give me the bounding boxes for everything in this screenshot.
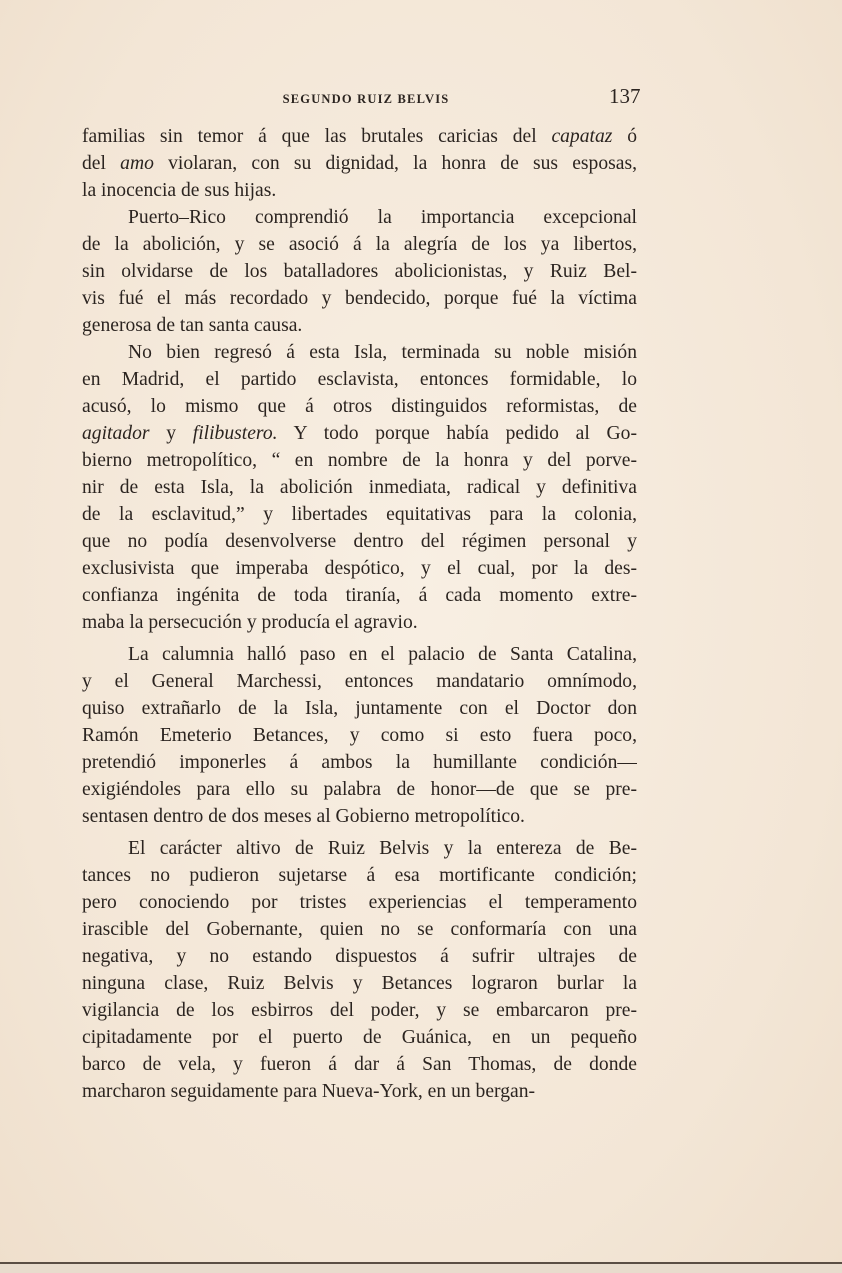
italic-term: capataz: [551, 126, 613, 147]
text-segment: confianza ingénita de toda tiranía, á cada momento extre-: [82, 585, 637, 606]
text-segment: generosa de tan santa causa.: [82, 315, 303, 336]
text-line: [82, 749, 637, 776]
text-line: [82, 889, 637, 916]
text-line: [82, 285, 637, 312]
text-segment: la inocencia de sus hijas.: [82, 180, 277, 201]
text-segment: nir de esta Isla, la abolición inmediata, radical y definitiva: [82, 477, 637, 498]
text-segment: marcharon seguidamente para Nueva-York, en un bergan-: [82, 1081, 536, 1102]
text-segment: bierno metropolítico, “ en nombre de la honra y del porve-: [82, 450, 637, 471]
text-line: [82, 943, 637, 970]
text-segment: pero conociendo por tristes experiencias el temperamento: [82, 892, 637, 913]
text-segment: familias sin temor á que las brutales caricias del: [82, 126, 552, 147]
text-segment: La calumnia halló paso en el palacio de Santa Catalina,: [128, 644, 637, 665]
text-line: [82, 695, 637, 722]
text-segment: maba la persecución y producía el agravio.: [82, 612, 418, 633]
text-segment: exigiéndoles para ello su palabra de honor—de que se pre-: [82, 779, 637, 800]
text-segment: cipitadamente por el puerto de Guánica, en un pequeño: [82, 1027, 637, 1048]
text-line: [82, 1078, 637, 1105]
italic-term: filibustero.: [192, 423, 278, 444]
paragraph: [82, 641, 637, 830]
text-line: [82, 420, 637, 447]
text-line: [82, 393, 637, 420]
text-segment: de la esclavitud,” y libertades equitativas para la colonia,: [82, 504, 637, 525]
text-line: [82, 668, 637, 695]
paragraph: [82, 204, 637, 339]
text-line: [82, 997, 637, 1024]
text-line: [82, 722, 637, 749]
text-segment: Puerto–Rico comprendió la importancia excepcional: [128, 207, 637, 228]
italic-term: amo: [120, 153, 154, 174]
text-line: [82, 339, 637, 366]
body-text: [82, 123, 637, 1105]
paragraph: [82, 123, 637, 204]
text-line: [82, 916, 637, 943]
text-segment: tances no pudieron sujetarse á esa mortificante condición;: [82, 865, 637, 886]
text-segment: irascible del Gobernante, quien no se conformaría con una: [82, 919, 637, 940]
running-title: SEGUNDO RUIZ BELVIS: [282, 92, 450, 106]
text-segment: pretendió imponerles á ambos la humillante condición—: [82, 752, 637, 773]
text-segment: quiso extrañarlo de la Isla, juntamente con el Doctor don: [82, 698, 637, 719]
running-head: [0, 84, 842, 110]
text-line: [82, 582, 637, 609]
text-line: [82, 528, 637, 555]
text-segment: violaran, con su dignidad, la honra de sus esposas,: [153, 153, 637, 174]
text-line: [82, 312, 637, 339]
text-segment: que no podía desenvolverse dentro del régimen personal y: [82, 531, 637, 552]
text-line: [82, 150, 637, 177]
text-segment: negativa, y no estando dispuestos á sufrir ultrajes de: [82, 946, 637, 967]
text-segment: exclusivista que imperaba despótico, y el cual, por la des-: [82, 558, 637, 579]
text-segment: y: [149, 423, 193, 444]
text-line: [82, 970, 637, 997]
text-line: [82, 447, 637, 474]
text-line: [82, 501, 637, 528]
text-segment: sentasen dentro de dos meses al Gobierno metropolítico.: [82, 806, 525, 827]
text-segment: El carácter altivo de Ruiz Belvis y la entereza de Be-: [128, 838, 637, 859]
text-segment: ó: [612, 126, 637, 147]
text-line: [82, 803, 637, 830]
text-line: [82, 1024, 637, 1051]
text-line: [82, 258, 637, 285]
text-line: [82, 555, 637, 582]
paragraph: [82, 339, 637, 636]
text-segment: en Madrid, el partido esclavista, entonces formidable, lo: [82, 369, 637, 390]
text-line: [82, 123, 637, 150]
paragraph: [82, 835, 637, 1105]
text-segment: de la abolición, y se asoció á la alegría de los ya libertos,: [82, 234, 637, 255]
text-line: [82, 231, 637, 258]
text-line: [82, 204, 637, 231]
text-segment: y el General Marchessi, entonces mandatario omnímodo,: [82, 671, 637, 692]
text-segment: acusó, lo mismo que á otros distinguidos reformistas, de: [82, 396, 637, 417]
text-segment: Y todo porque había pedido al Go-: [277, 423, 637, 444]
text-segment: Ramón Emeterio Betances, y como si esto fuera poco,: [82, 725, 637, 746]
text-segment: sin olvidarse de los batalladores abolicionistas, y Ruiz Bel-: [82, 261, 637, 282]
text-line: [82, 609, 637, 636]
text-line: [82, 641, 637, 668]
text-line: [82, 366, 637, 393]
text-segment: del: [82, 153, 121, 174]
page-number: 137: [609, 84, 641, 108]
text-segment: barco de vela, y fueron á dar á San Thomas, de donde: [82, 1054, 637, 1075]
text-segment: No bien regresó á esta Isla, terminada su noble misión: [128, 342, 637, 363]
text-segment: vis fué el más recordado y bendecido, porque fué la víctima: [82, 288, 637, 309]
text-line: [82, 177, 637, 204]
text-line: [82, 835, 637, 862]
text-line: [82, 474, 637, 501]
text-segment: ninguna clase, Ruiz Belvis y Betances lograron burlar la: [82, 973, 637, 994]
text-segment: vigilancia de los esbirros del poder, y se embarcaron pre-: [82, 1000, 637, 1021]
italic-term: agitador: [82, 423, 150, 444]
text-line: [82, 776, 637, 803]
text-line: [82, 1051, 637, 1078]
page-edge-band: [0, 1264, 842, 1273]
text-line: [82, 862, 637, 889]
